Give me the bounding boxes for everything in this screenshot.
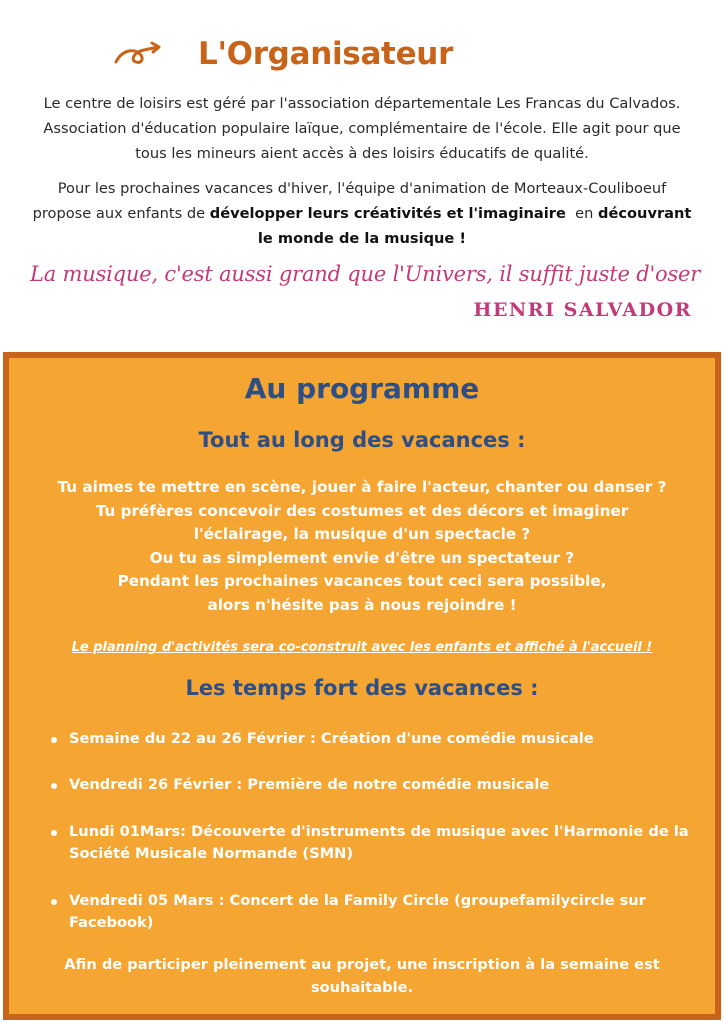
program-intro: [9, 476, 715, 617]
outro-line: souhaitable.: [310, 979, 414, 996]
event-item: Semaine du 22 au 26 Février : Création d'une comédie musicale: [51, 728, 711, 750]
intro-line: alors n'hésite pas à nous rejoindre !: [207, 595, 517, 614]
vacation-line: Pour les prochaines vacances d'hiver, l'équipe d'animation de Morteaux-Couliboeuf: [57, 180, 667, 197]
quote: La musique, c'est aussi grand que l'Univers, il suffit juste d'oser: [30, 262, 701, 286]
program-title: Au programme: [244, 372, 480, 405]
planning-note: Le planning d'activités sera co-construit avec les enfants et affiché à l'accueil !: [71, 640, 653, 655]
organizer-title: L'Organisateur: [198, 36, 454, 72]
quote-author: HENRI SALVADOR: [473, 299, 692, 321]
events-list: [51, 728, 711, 934]
program-box: [3, 352, 721, 1020]
description-line: Association d'éducation populaire laïque, complémentaire de l'école. Elle agit pour que: [43, 120, 681, 137]
intro-line: l'éclairage, la musique d'un spectacle ?: [193, 525, 531, 543]
organizer-title-row: [112, 30, 453, 78]
outro-line: Afin de participer pleinement au projet, une inscription à la semaine est: [64, 956, 660, 973]
organizer-description: [20, 91, 704, 166]
intro-line: Pendant les prochaines vacances tout ceci sera possible,: [117, 572, 607, 590]
program-subtitle-all-vacation: Tout au long des vacances :: [198, 428, 526, 452]
program-subtitle-highlights: Les temps fort des vacances :: [185, 676, 539, 700]
intro-line: Tu préfères concevoir des costumes et des décors et imaginer: [95, 501, 629, 520]
vacation-line: [20, 226, 704, 251]
vacation-description: [20, 176, 704, 251]
description-line: tous les mineurs aient accès à des loisirs éducatifs de qualité.: [135, 145, 589, 162]
description-line: Le centre de loisirs est géré par l'association départementale Les Francas du Calvados.: [43, 95, 681, 112]
intro-line: Tu aimes te mettre en scène, jouer à faire l'acteur, chanter ou danser ?: [57, 478, 667, 496]
vacation-highlight: découvrant: [598, 205, 692, 222]
registration-note: [29, 953, 695, 999]
vacation-line: [20, 201, 704, 226]
organizer-section: [0, 0, 724, 350]
event-item: Vendredi 26 Février : Première de notre comédie musicale: [51, 774, 711, 796]
vacation-text: propose aux enfants de: [32, 205, 210, 222]
intro-line: Ou tu as simplement envie d'être un spectateur ?: [149, 548, 575, 567]
event-item: Vendredi 05 Mars : Concert de la Family Circle (groupefamilycircle sur Facebook): [51, 890, 711, 934]
vacation-highlight: développer leurs créativités et l'imaginaire: [209, 205, 566, 222]
vacation-highlight: le monde de la musique !: [257, 230, 467, 247]
vacation-text: en: [565, 205, 599, 222]
curved-arrow-icon: [112, 40, 164, 68]
event-item: Lundi 01Mars: Découverte d'instruments de musique avec l'Harmonie de la Société Musicale Normande (SMN): [51, 821, 711, 865]
